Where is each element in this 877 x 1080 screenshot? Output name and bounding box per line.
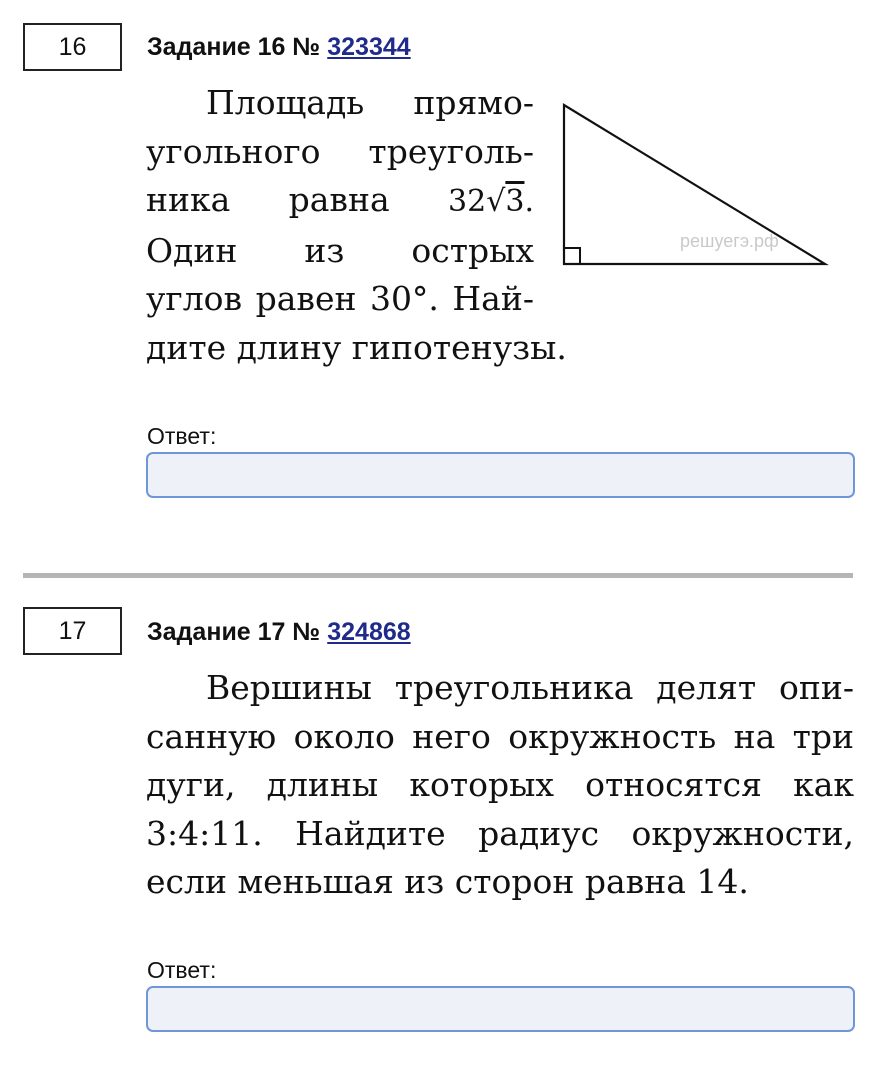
task-number-17: 17 [23, 607, 122, 655]
problem-line: санную около него окружность на три [146, 716, 854, 756]
task-title-label: Задание 16 № [147, 33, 321, 61]
problem-line: Один из острых [146, 230, 534, 270]
watermark: решуегэ.рф [680, 231, 779, 251]
sqrt-sign: √ [486, 184, 506, 219]
problem-line [146, 176, 534, 227]
problem-line: Площадь прямо- [206, 83, 534, 122]
task-id-link-16[interactable]: 323344 [327, 33, 411, 61]
answer-input-16[interactable] [146, 452, 855, 498]
task-number-16: 16 [23, 23, 122, 71]
task-title-label: Задание 17 № [147, 618, 321, 646]
task-title-17 [147, 618, 411, 647]
formula-coefficient: 32 [448, 184, 487, 219]
right-angle-mark [564, 248, 580, 264]
problem-line: если меньшая из сторон равна 14. [146, 862, 749, 901]
problem-text-16 [146, 79, 567, 372]
problem-text-17 [146, 664, 854, 907]
problem-line-text: ника равна [146, 180, 390, 219]
answer-label-16: Ответ: [147, 423, 217, 449]
problem-line: угольного треуголь- [146, 131, 534, 171]
divider [23, 573, 853, 578]
formula-tail: . [524, 184, 534, 219]
problem-line: Вершины треугольника делят опи- [206, 668, 854, 707]
problem-line: 3:4:11. Найдите радиус окружности, [146, 813, 854, 853]
answer-label-17: Ответ: [147, 957, 217, 983]
answer-input-17[interactable] [146, 986, 855, 1032]
formula [448, 184, 534, 219]
task-title-16 [147, 33, 411, 62]
formula-radicand: 3 [505, 184, 525, 219]
task-id-link-17[interactable]: 324868 [327, 618, 411, 646]
problem-line: дите длину гипотенузы. [146, 327, 567, 367]
problem-line: дуги, длины которых относятся как [146, 765, 854, 804]
problem-line: углов равен 30°. Най- [146, 279, 534, 318]
